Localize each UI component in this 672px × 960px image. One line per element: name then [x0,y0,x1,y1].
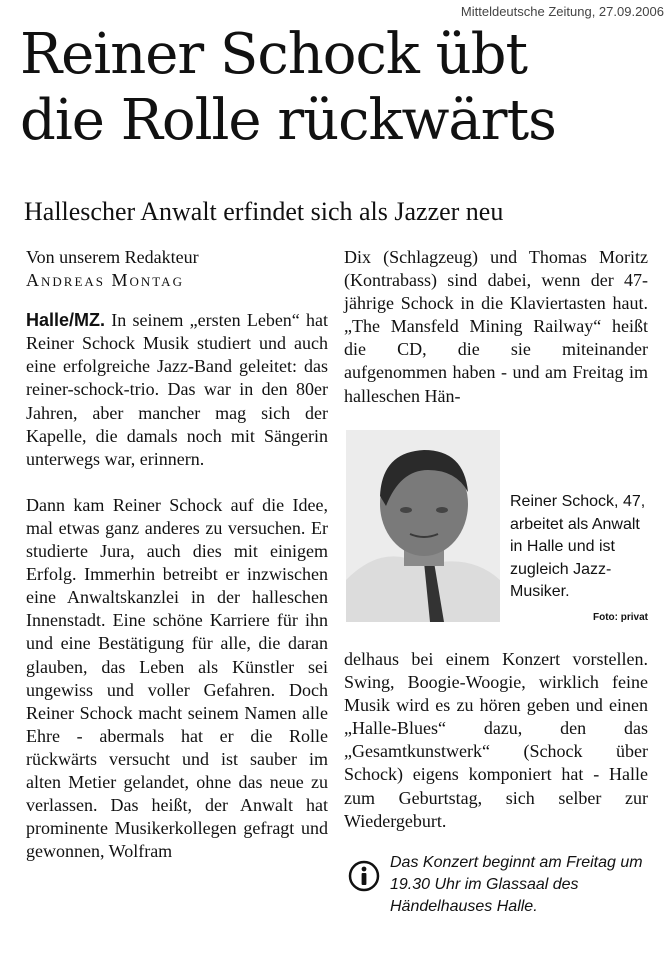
photo-caption: Reiner Schock, 47, arbeitet als Anwalt in Halle und ist zugleich Jazz-Musiker. [510,493,646,600]
paragraph-4: delhaus bei einem Konzert vorstellen. Swing, Boogie-Woogie, wirklich feine Musik wird es zu hören geben und einen „Halle-Blues“ dazu, den das „Gesamtkunstwerk“ (Schock über Schock) eigens komponiert hat - Halle zum Geburtstag, sich selber zur Wiedergeburt. [344,649,648,831]
byline-author: Andreas Montag [26,270,184,291]
article-column-3 [344,648,648,833]
headline-line-2: die Rolle rückwärts [20,88,556,153]
paragraph-1 [26,309,328,471]
info-box-text: Das Konzert beginnt am Freitag um 19.30 Uhr im Glassaal des Händelhauses Halle. [390,854,643,915]
headline [20,22,556,154]
paragraph-1-text: In seinem „ersten Leben“ hat Reiner Schock Musik studiert und auch eine erfolgreiche Jazz-Band geleitet: das reiner-schock-trio. Das war in den 80er Jahren, aber mancher mag sich der Kapelle, die damals noch mit Sängerin unterwegs war, erinnern. [26,310,328,469]
byline-label: Von unserem Redakteur [26,247,199,267]
portrait-photo [346,430,500,622]
photo-credit: Foto: privat [593,612,648,623]
dateline: Halle/MZ. [26,310,106,331]
headline-line-1: Reiner Schock übt [20,22,528,87]
subheadline: Hallescher Anwalt erfindet sich als Jazzer neu [24,197,504,226]
info-icon [348,860,380,892]
source-line: Mitteldeutsche Zeitung, 27.09.2006 [460,4,664,19]
article-column-1 [26,246,328,863]
article-column-2 [344,246,648,408]
paragraph-2: Dann kam Reiner Schock auf die Idee, mal etwas ganz anderes zu versuchen. Er studierte Jura, auch dies mit einigem Erfolg. Immerhin betreibt er inzwischen eine Anwaltskanzlei in der halleschen Innenstadt. Eine schöne Karriere für ihn und eine Bestätigung für alle, die daran glauben, das Leben als Künstler sei ungewiss und voller Gefahren. Doch Reiner Schock macht seinem Namen alle Ehre - abermals hat er die Rolle rückwärts versucht und ist sauber im alten Metier gelandet, ohne das neue zu verlassen. Das heißt, der Anwalt hat prominente Musikerkollegen gefragt und gewonnen, Wolfram [26,494,328,862]
paragraph-3: Dix (Schlagzeug) und Thomas Moritz (Kontrabass) sind dabei, wenn der 47-jährige Schock in die Klaviertasten haut. „The Mansfeld Mining Railway“ heißt die CD, die sie miteinander aufgenommen haben - und am Freitag im halleschen Hän- [344,247,648,406]
